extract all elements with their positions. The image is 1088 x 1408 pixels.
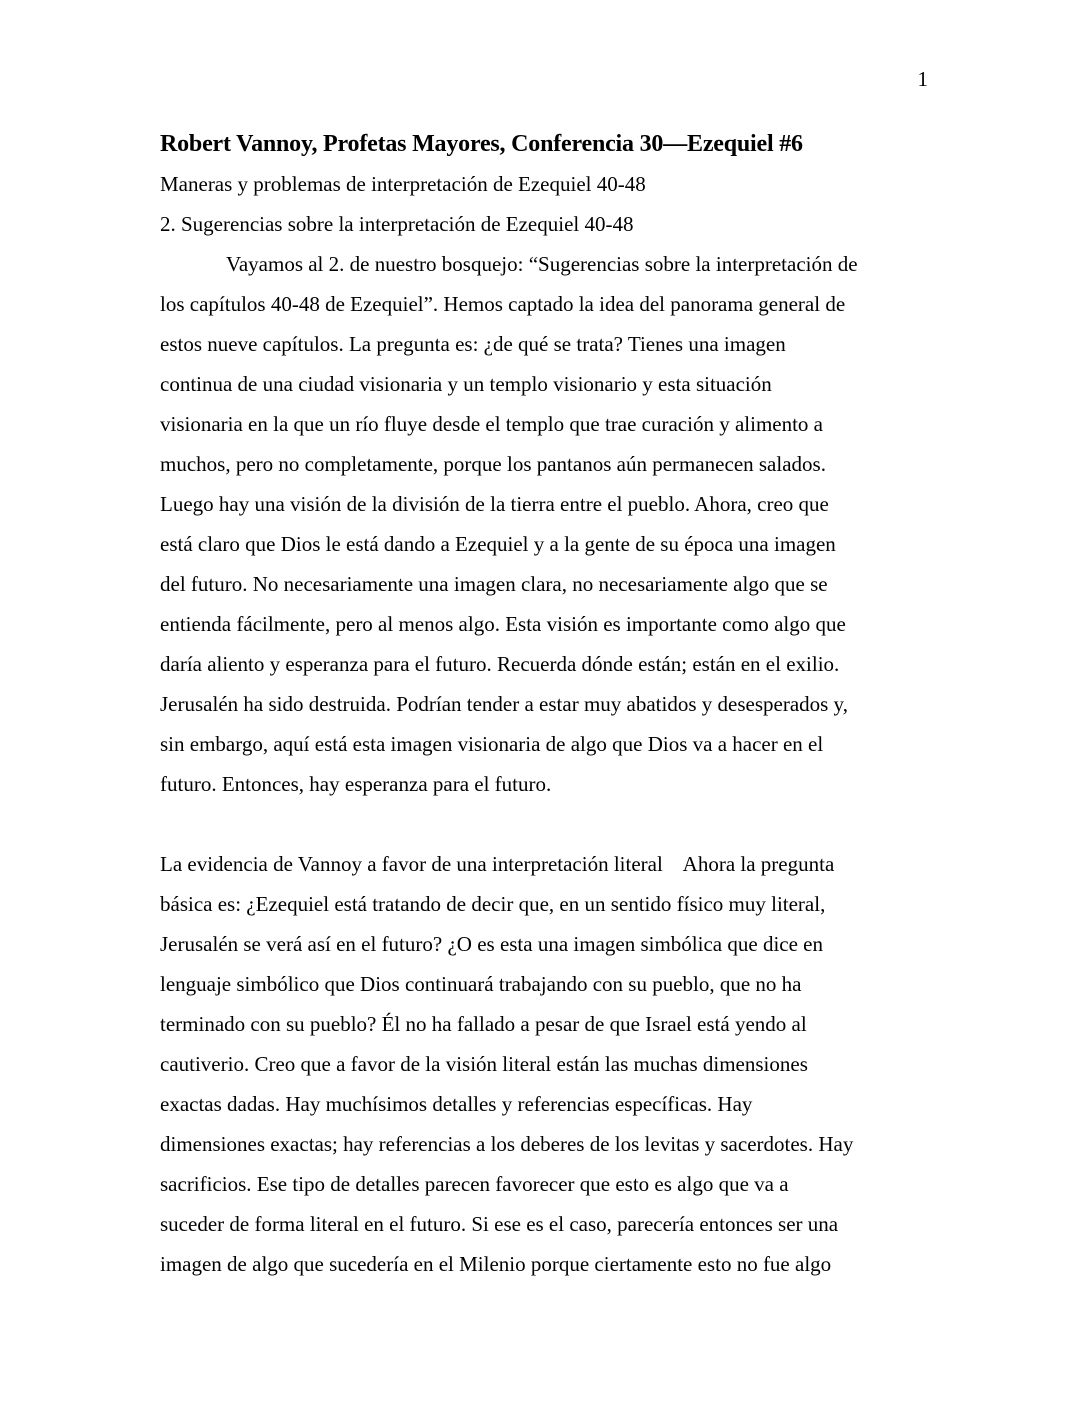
paragraph-line: cautiverio. Creo que a favor de la visión literal están las muchas dimensiones <box>160 1052 808 1076</box>
paragraph-2 <box>160 844 928 1284</box>
paragraph-line: futuro. Entonces, hay esperanza para el futuro. <box>160 772 552 796</box>
paragraph-line: daría aliento y esperanza para el futuro. Recuerda dónde están; están en el exilio. <box>160 652 840 676</box>
paragraph-line: del futuro. No necesariamente una imagen clara, no necesariamente algo que se <box>160 572 828 596</box>
paragraph-line: continua de una ciudad visionaria y un templo visionario y esta situación <box>160 372 772 396</box>
paragraph-line: Vayamos al 2. de nuestro bosquejo: “Sugerencias sobre la interpretación de <box>226 252 858 276</box>
paragraph-line: sacrificios. Ese tipo de detalles parecen favorecer que esto es algo que va a <box>160 1172 789 1196</box>
paragraph-line: estos nueve capítulos. La pregunta es: ¿de qué se trata? Tienes una imagen <box>160 332 786 356</box>
paragraph-line <box>160 844 928 884</box>
tab-gap <box>663 852 683 876</box>
paragraph-line: muchos, pero no completamente, porque los pantanos aún permanecen salados. <box>160 452 826 476</box>
paragraph-line: suceder de forma literal en el futuro. Si ese es el caso, parecería entonces ser una <box>160 1212 839 1236</box>
paragraph-line: Jerusalén ha sido destruida. Podrían tender a estar muy abatidos y desesperados y, <box>160 692 848 716</box>
paragraph-first-line-text: Ahora la pregunta <box>682 852 835 876</box>
paragraph-line: visionaria en la que un río fluye desde el templo que trae curación y alimento a <box>160 412 824 436</box>
paragraph-line: terminado con su pueblo? Él no ha fallado a pesar de que Israel está yendo al <box>160 1012 807 1036</box>
page-number: 1 <box>917 67 928 91</box>
paragraph-line: sin embargo, aquí está esta imagen visionaria de algo que Dios va a hacer en el <box>160 732 824 756</box>
paragraph-line: Jerusalén se verá así en el futuro? ¿O es esta una imagen simbólica que dice en <box>160 932 823 956</box>
paragraph-line: básica es: ¿Ezequiel está tratando de decir que, en un sentido físico muy literal, <box>160 892 826 916</box>
paragraph-line: exactas dadas. Hay muchísimos detalles y referencias específicas. Hay <box>160 1092 753 1116</box>
document-title: Robert Vannoy, Profetas Mayores, Conferencia 30—Ezequiel #6 <box>160 131 803 157</box>
paragraph-line: imagen de algo que sucedería en el Milenio porque ciertamente esto no fue algo <box>160 1252 832 1276</box>
paragraph-line: los capítulos 40-48 de Ezequiel”. Hemos captado la idea del panorama general de <box>160 292 846 316</box>
paragraph-spacer <box>160 804 928 844</box>
document-body <box>160 124 928 1284</box>
paragraph-line: lenguaje simbólico que Dios continuará trabajando con su pueblo, que no ha <box>160 972 802 996</box>
run-in-heading: La evidencia de Vannoy a favor de una interpretación literal <box>160 852 663 876</box>
paragraph-line: dimensiones exactas; hay referencias a los deberes de los levitas y sacerdotes. Hay <box>160 1132 854 1156</box>
paragraph-line: Luego hay una visión de la división de la tierra entre el pueblo. Ahora, creo que <box>160 492 829 516</box>
paragraph-line: está claro que Dios le está dando a Ezequiel y a la gente de su época una imagen <box>160 532 836 556</box>
paragraph-line: entienda fácilmente, pero al menos algo. Esta visión es importante como algo que <box>160 612 846 636</box>
section-heading: 2. Sugerencias sobre la interpretación de Ezequiel 40-48 <box>160 212 634 236</box>
paragraph-1 <box>160 244 928 804</box>
document-subtitle: Maneras y problemas de interpretación de Ezequiel 40-48 <box>160 172 646 196</box>
